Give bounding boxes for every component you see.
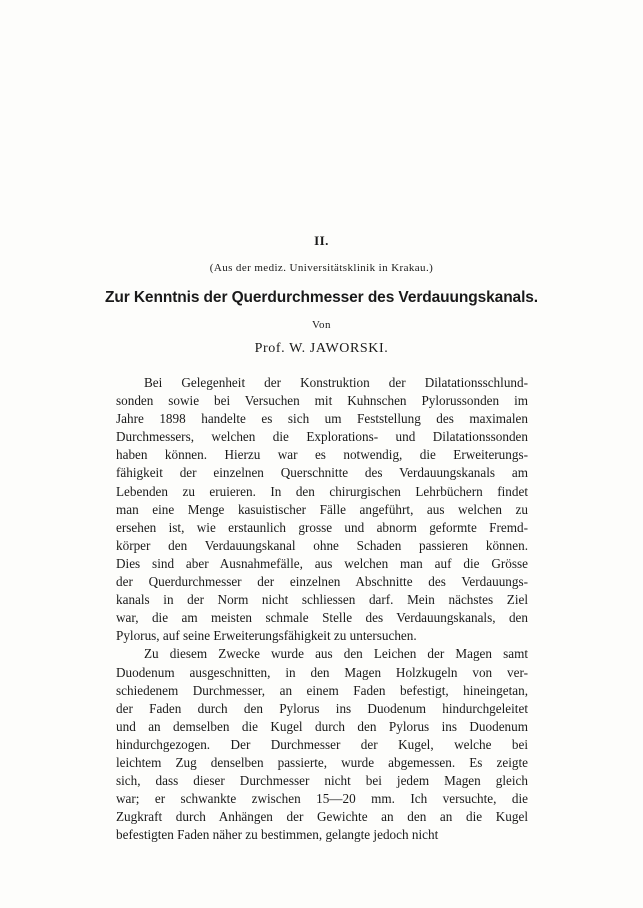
text-line: Duodenum ausgeschnitten, in den Magen Holzkugeln von ver- xyxy=(116,664,528,680)
text-line: Zu diesem Zwecke wurde aus den Leichen der Magen samt xyxy=(144,646,528,662)
text-line: befestigten Faden näher zu bestimmen, gelangte jedoch nicht xyxy=(116,827,439,843)
text-line: Lebenden zu eruieren. In den chirurgischen Lehrbüchern findet xyxy=(116,483,528,499)
text-line: leichtem Zug denselben passierte, wurde abgemessen. Es zeigte xyxy=(116,754,528,770)
text-line: Pylorus, auf seine Erweiterungsfähigkeit zu untersuchen. xyxy=(116,628,417,644)
text-line: haben können. Hierzu war es notwendig, die Erweiterungs- xyxy=(116,447,528,463)
text-line: sich, dass dieser Durchmesser nicht bei jedem Magen gleich xyxy=(116,773,528,789)
author-name: Prof. W. JAWORSKI. xyxy=(254,341,389,356)
affiliation-note: (Aus der mediz. Universitätsklinik in Krakau.) xyxy=(209,262,434,274)
text-line: und an demselben die Kugel durch den Pylorus ins Duodenum xyxy=(116,718,528,734)
text-line: war; er schwankte zwischen 15—20 mm. Ich versuchte, die xyxy=(116,791,528,807)
article-title: Zur Kenntnis der Querdurchmesser des Verdauungskanals. xyxy=(104,289,539,306)
text-line: der Querdurchmesser der einzelnen Abschnitte des Verdauungs- xyxy=(116,574,528,590)
text-line: der Faden durch den Pylorus ins Duodenum hindurchgeleitet xyxy=(116,700,528,716)
text-line: Zugkraft durch Anhängen der Gewichte an den an die Kugel xyxy=(116,809,528,825)
text-line: Dies sind aber Ausnahmefälle, aus welchen man auf die Grösse xyxy=(116,555,528,571)
text-line: Jahre 1898 handelte es sich um Feststellung des maximalen xyxy=(116,411,528,427)
text-line: schiedenem Durchmesser, an einem Faden befestigt, hineingetan, xyxy=(116,682,528,698)
text-line: körper den Verdauungskanal ohne Schaden passieren können. xyxy=(116,537,528,553)
paragraph xyxy=(116,645,528,844)
text-line: Bei Gelegenheit der Konstruktion der Dilatationsschlund- xyxy=(144,375,528,390)
text-line: hindurchgezogen. Der Durchmesser der Kugel, welche bei xyxy=(116,736,528,752)
paragraph xyxy=(116,374,528,645)
text-line: fähigkeit der einzelnen Querschnitte des Verdauungskanals am xyxy=(116,465,528,481)
byline-von: Von xyxy=(311,319,332,331)
body-text xyxy=(116,374,528,844)
text-line: kanals in der Norm nicht schliessen darf. Mein nächstes Ziel xyxy=(116,592,528,608)
text-line: ersehen ist, wie erstaunlich grosse und abnorm geformte Fremd- xyxy=(116,519,528,535)
text-line: sonden sowie bei Versuchen mit Kuhnschen Pylorussonden im xyxy=(116,393,528,409)
section-number: II. xyxy=(314,233,329,248)
text-line: man eine Menge kasuistischer Fälle angeführt, aus welchen zu xyxy=(116,501,528,517)
text-line: war, die am meisten schmale Stelle des Verdauungskanals, den xyxy=(116,610,528,626)
text-line: Durchmessers, welchen die Explorations- und Dilatationssonden xyxy=(116,429,528,445)
